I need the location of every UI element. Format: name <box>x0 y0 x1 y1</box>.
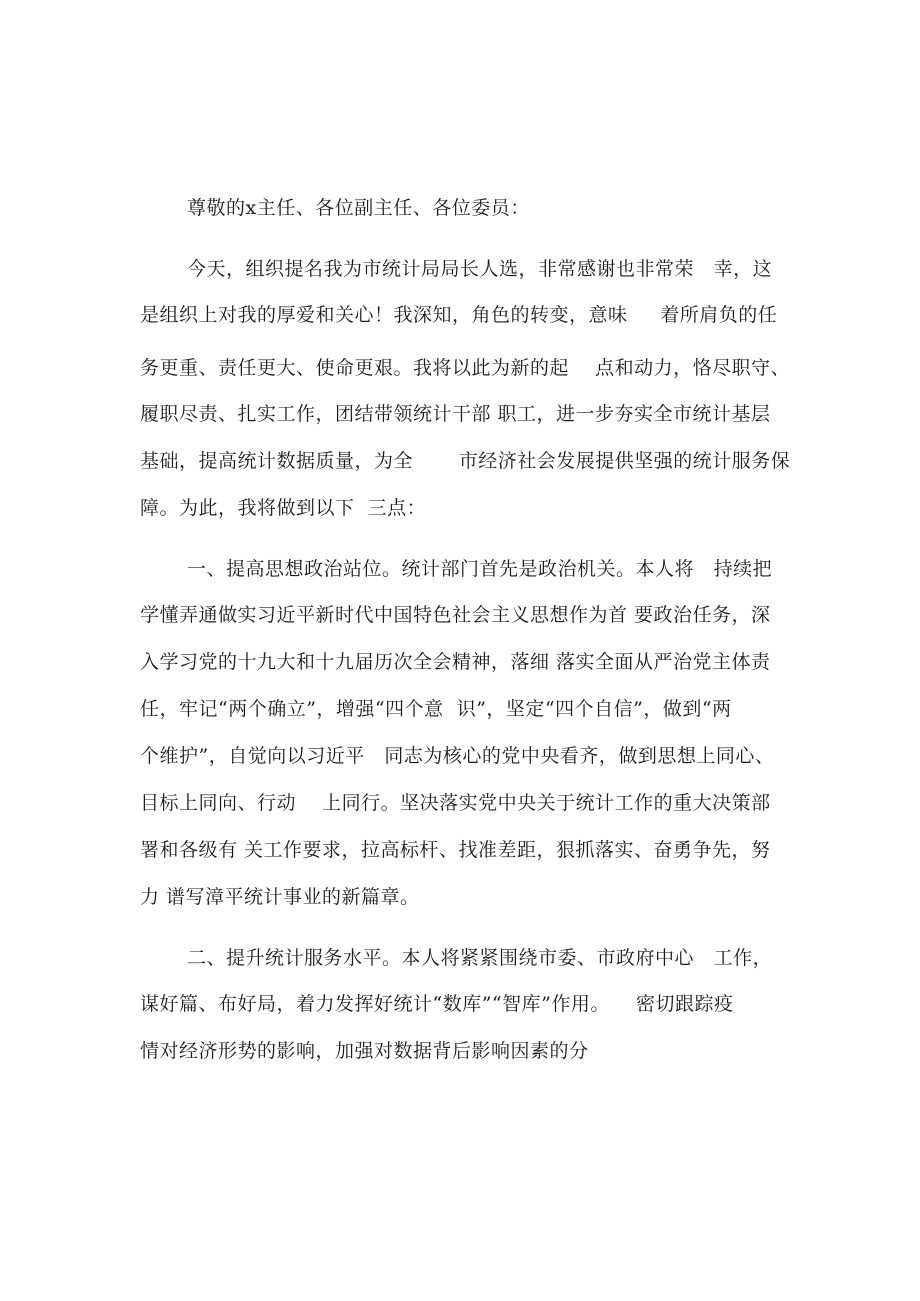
paragraph-2-line-6: 目标上同向、行动 上同行。坚决落实党中央关于统计工作的重大决策部 <box>140 792 771 814</box>
paragraph-2-line-5: 个维护”，自觉向以习近平 同志为核心的党中央看齐，做到思想上同心、 <box>140 745 775 767</box>
paragraph-2-line-7: 署和各级有 关工作要求，拉高标杆、找准差距，狠抓落实、奋勇争先，努 <box>140 839 771 861</box>
paragraph-2-line-2: 学懂弄通做实习近平新时代中国特色社会主义思想作为首 要政治任务，深 <box>140 604 771 626</box>
paragraph-3-line-1: 二、提升统计服务水平。本人将紧紧围绕市委、市政府中心 工作， <box>187 947 773 969</box>
paragraph-1-line-5: 基础，提高统计数据质量，为全 市经济社会发展提供坚强的统计服务保 <box>140 450 791 472</box>
paragraph-2-line-1: 一、提高思想政治站位。统计部门首先是政治机关。本人将 持续把 <box>187 558 773 580</box>
paragraph-2-line-8: 力 谱写漳平统计事业的新篇章。 <box>140 886 420 908</box>
paragraph-2-line-4: 任，牢记“两个确立”，增强“四个意 识”，坚定“四个自信”，做到“两 <box>140 698 732 720</box>
paragraph-1-line-3: 务更重、责任更大、使命更艰。我将以此为新的起 点和动力，恪尽职守、 <box>140 357 791 379</box>
paragraph-1-line-2: 是组织上对我的厚爱和关心！我深知，角色的转变，意味 着所肩负的任 <box>140 304 778 326</box>
paragraph-1-line-4: 履职尽责、扎实工作，团结带领统计干部 职工，进一步夯实全市统计基层 <box>140 403 771 425</box>
paragraph-2-line-3: 入学习党的十九大和十九届历次全会精神，落细 落实全面从严治党主体责 <box>140 651 771 673</box>
paragraph-1-line-1: 今天，组织提名我为市统计局局长人选，非常感谢也非常荣 幸，这 <box>187 258 773 280</box>
paragraph-3-line-2: 谋好篇、布好局，着力发挥好统计“数库”“智库”作用。 密切跟踪疫 <box>140 993 734 1015</box>
salutation: 尊敬的x主任、各位副主任、各位委员： <box>187 197 530 219</box>
paragraph-1-line-6: 障。为此，我将做到以下 三点： <box>140 497 427 519</box>
paragraph-3-line-3: 情对经济形势的影响，加强对数据背后影响因素的分 <box>140 1040 589 1062</box>
